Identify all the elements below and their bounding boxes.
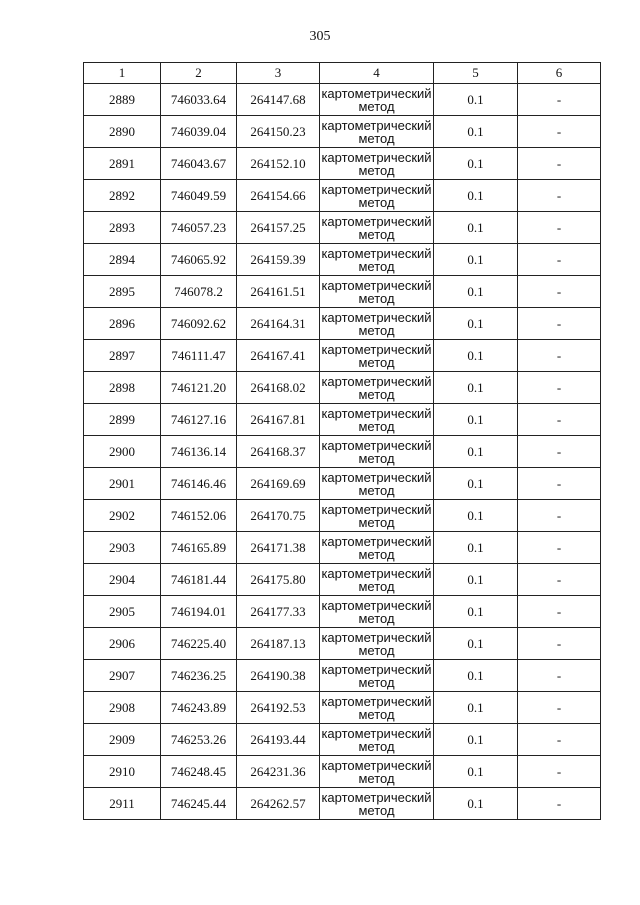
accuracy-cell: 0.1 (434, 340, 518, 372)
point-number-cell: 2899 (84, 404, 161, 436)
description-cell: - (518, 404, 601, 436)
point-number-cell: 2893 (84, 212, 161, 244)
accuracy-cell: 0.1 (434, 724, 518, 756)
method-line-1: картометрический (321, 565, 432, 581)
accuracy-cell: 0.1 (434, 596, 518, 628)
x-coordinate-cell: 746078.2 (161, 276, 237, 308)
point-number-cell: 2898 (84, 372, 161, 404)
y-coordinate-cell: 264175.80 (237, 564, 320, 596)
accuracy-cell: 0.1 (434, 244, 518, 276)
method-line-1: картометрический (321, 181, 432, 197)
y-coordinate-cell: 264157.25 (237, 212, 320, 244)
y-coordinate-cell: 264231.36 (237, 756, 320, 788)
method-cell (320, 532, 434, 564)
x-coordinate-cell: 746039.04 (161, 116, 237, 148)
point-number-cell: 2902 (84, 500, 161, 532)
accuracy-cell: 0.1 (434, 788, 518, 820)
x-coordinate-cell: 746049.59 (161, 180, 237, 212)
method-line-1: картометрический (321, 533, 432, 549)
table-row (84, 500, 601, 532)
y-coordinate-cell: 264161.51 (237, 276, 320, 308)
method-line-1: картометрический (321, 245, 432, 261)
method-cell (320, 436, 434, 468)
method-line-1: картометрический (321, 277, 432, 293)
x-coordinate-cell: 746165.89 (161, 532, 237, 564)
description-cell: - (518, 436, 601, 468)
method-line-2: метод (358, 162, 395, 178)
x-coordinate-cell: 746111.47 (161, 340, 237, 372)
y-coordinate-cell: 264177.33 (237, 596, 320, 628)
accuracy-cell: 0.1 (434, 564, 518, 596)
accuracy-cell: 0.1 (434, 180, 518, 212)
description-cell: - (518, 532, 601, 564)
y-coordinate-cell: 264167.81 (237, 404, 320, 436)
description-cell: - (518, 756, 601, 788)
accuracy-cell: 0.1 (434, 212, 518, 244)
point-number-cell: 2909 (84, 724, 161, 756)
x-coordinate-cell: 746127.16 (161, 404, 237, 436)
method-line-1: картометрический (321, 469, 432, 485)
method-line-1: картометрический (321, 597, 432, 613)
x-coordinate-cell: 746245.44 (161, 788, 237, 820)
description-cell: - (518, 692, 601, 724)
table-row (84, 660, 601, 692)
point-number-cell: 2896 (84, 308, 161, 340)
description-cell: - (518, 500, 601, 532)
method-line-2: метод (358, 482, 395, 498)
point-number-cell: 2889 (84, 84, 161, 116)
table-row (84, 212, 601, 244)
accuracy-cell: 0.1 (434, 756, 518, 788)
point-number-cell: 2910 (84, 756, 161, 788)
method-line-1: картометрический (321, 789, 432, 805)
table-body (84, 84, 601, 820)
x-coordinate-cell: 746043.67 (161, 148, 237, 180)
method-line-1: картометрический (321, 725, 432, 741)
description-cell: - (518, 116, 601, 148)
accuracy-cell: 0.1 (434, 500, 518, 532)
y-coordinate-cell: 264169.69 (237, 468, 320, 500)
point-number-cell: 2900 (84, 436, 161, 468)
description-cell: - (518, 84, 601, 116)
table-row (84, 372, 601, 404)
x-coordinate-cell: 746225.40 (161, 628, 237, 660)
method-line-2: метод (358, 514, 395, 530)
method-line-2: метод (358, 322, 395, 338)
method-cell (320, 404, 434, 436)
method-cell (320, 788, 434, 820)
method-line-2: метод (358, 98, 395, 114)
method-line-2: метод (358, 194, 395, 210)
point-number-cell: 2892 (84, 180, 161, 212)
y-coordinate-cell: 264170.75 (237, 500, 320, 532)
point-number-cell: 2905 (84, 596, 161, 628)
method-cell (320, 180, 434, 212)
accuracy-cell: 0.1 (434, 692, 518, 724)
table-row (84, 532, 601, 564)
y-coordinate-cell: 264152.10 (237, 148, 320, 180)
table-row (84, 692, 601, 724)
point-number-cell: 2904 (84, 564, 161, 596)
y-coordinate-cell: 264190.38 (237, 660, 320, 692)
x-coordinate-cell: 746033.64 (161, 84, 237, 116)
description-cell: - (518, 340, 601, 372)
method-cell (320, 500, 434, 532)
table-row (84, 148, 601, 180)
table-row (84, 276, 601, 308)
table-row (84, 628, 601, 660)
table-row (84, 116, 601, 148)
y-coordinate-cell: 264147.68 (237, 84, 320, 116)
table-row (84, 468, 601, 500)
description-cell: - (518, 564, 601, 596)
column-header: 1 (84, 63, 161, 84)
y-coordinate-cell: 264168.02 (237, 372, 320, 404)
y-coordinate-cell: 264154.66 (237, 180, 320, 212)
accuracy-cell: 0.1 (434, 372, 518, 404)
method-cell (320, 468, 434, 500)
method-line-1: картометрический (321, 149, 432, 165)
description-cell: - (518, 148, 601, 180)
y-coordinate-cell: 264193.44 (237, 724, 320, 756)
y-coordinate-cell: 264171.38 (237, 532, 320, 564)
x-coordinate-cell: 746243.89 (161, 692, 237, 724)
description-cell: - (518, 308, 601, 340)
table-row (84, 564, 601, 596)
method-line-2: метод (358, 674, 395, 690)
method-line-2: метод (358, 450, 395, 466)
method-line-1: картометрический (321, 117, 432, 133)
description-cell: - (518, 372, 601, 404)
point-number-cell: 2906 (84, 628, 161, 660)
method-line-1: картометрический (321, 213, 432, 229)
method-cell (320, 724, 434, 756)
accuracy-cell: 0.1 (434, 532, 518, 564)
method-line-1: картометрический (321, 373, 432, 389)
description-cell: - (518, 660, 601, 692)
x-coordinate-cell: 746194.01 (161, 596, 237, 628)
method-cell (320, 660, 434, 692)
x-coordinate-cell: 746152.06 (161, 500, 237, 532)
y-coordinate-cell: 264187.13 (237, 628, 320, 660)
description-cell: - (518, 596, 601, 628)
method-line-1: картометрический (321, 405, 432, 421)
method-line-2: метод (358, 738, 395, 754)
point-number-cell: 2903 (84, 532, 161, 564)
method-line-2: метод (358, 546, 395, 562)
x-coordinate-cell: 746136.14 (161, 436, 237, 468)
x-coordinate-cell: 746181.44 (161, 564, 237, 596)
point-number-cell: 2894 (84, 244, 161, 276)
method-line-1: картометрический (321, 757, 432, 773)
table-row (84, 756, 601, 788)
method-line-2: метод (358, 290, 395, 306)
table-row (84, 596, 601, 628)
point-number-cell: 2890 (84, 116, 161, 148)
description-cell: - (518, 276, 601, 308)
method-line-2: метод (358, 770, 395, 786)
y-coordinate-cell: 264159.39 (237, 244, 320, 276)
point-number-cell: 2908 (84, 692, 161, 724)
y-coordinate-cell: 264192.53 (237, 692, 320, 724)
method-cell (320, 564, 434, 596)
point-number-cell: 2891 (84, 148, 161, 180)
accuracy-cell: 0.1 (434, 436, 518, 468)
method-line-1: картометрический (321, 661, 432, 677)
x-coordinate-cell: 746253.26 (161, 724, 237, 756)
method-line-1: картометрический (321, 629, 432, 645)
method-line-2: метод (358, 578, 395, 594)
accuracy-cell: 0.1 (434, 308, 518, 340)
table-row (84, 244, 601, 276)
method-line-2: метод (358, 354, 395, 370)
y-coordinate-cell: 264168.37 (237, 436, 320, 468)
method-line-2: метод (358, 802, 395, 818)
table-header-row (84, 63, 601, 84)
method-line-1: картометрический (321, 309, 432, 325)
method-cell (320, 212, 434, 244)
accuracy-cell: 0.1 (434, 116, 518, 148)
table-row (84, 340, 601, 372)
table-row (84, 84, 601, 116)
accuracy-cell: 0.1 (434, 84, 518, 116)
method-line-1: картометрический (321, 693, 432, 709)
method-line-1: картометрический (321, 341, 432, 357)
method-cell (320, 148, 434, 180)
coordinates-table (83, 62, 601, 820)
method-line-1: картометрический (321, 501, 432, 517)
accuracy-cell: 0.1 (434, 276, 518, 308)
point-number-cell: 2911 (84, 788, 161, 820)
method-cell (320, 116, 434, 148)
method-cell (320, 628, 434, 660)
method-cell (320, 372, 434, 404)
method-line-2: метод (358, 418, 395, 434)
accuracy-cell: 0.1 (434, 148, 518, 180)
method-line-1: картометрический (321, 85, 432, 101)
x-coordinate-cell: 746248.45 (161, 756, 237, 788)
method-cell (320, 596, 434, 628)
x-coordinate-cell: 746121.20 (161, 372, 237, 404)
description-cell: - (518, 244, 601, 276)
accuracy-cell: 0.1 (434, 660, 518, 692)
accuracy-cell: 0.1 (434, 468, 518, 500)
method-cell (320, 756, 434, 788)
point-number-cell: 2895 (84, 276, 161, 308)
description-cell: - (518, 180, 601, 212)
method-cell (320, 84, 434, 116)
method-line-2: метод (358, 386, 395, 402)
point-number-cell: 2897 (84, 340, 161, 372)
table-row (84, 308, 601, 340)
method-line-2: метод (358, 226, 395, 242)
table-row (84, 404, 601, 436)
page-number: 305 (309, 29, 331, 44)
column-header: 4 (320, 63, 434, 84)
accuracy-cell: 0.1 (434, 404, 518, 436)
description-cell: - (518, 724, 601, 756)
description-cell: - (518, 788, 601, 820)
y-coordinate-cell: 264150.23 (237, 116, 320, 148)
y-coordinate-cell: 264262.57 (237, 788, 320, 820)
column-header: 6 (518, 63, 601, 84)
method-cell (320, 244, 434, 276)
column-header: 3 (237, 63, 320, 84)
y-coordinate-cell: 264167.41 (237, 340, 320, 372)
description-cell: - (518, 628, 601, 660)
x-coordinate-cell: 746146.46 (161, 468, 237, 500)
column-header: 2 (161, 63, 237, 84)
x-coordinate-cell: 746065.92 (161, 244, 237, 276)
method-line-2: метод (358, 706, 395, 722)
table-row (84, 436, 601, 468)
method-cell (320, 340, 434, 372)
method-line-2: метод (358, 130, 395, 146)
table-row (84, 724, 601, 756)
description-cell: - (518, 212, 601, 244)
description-cell: - (518, 468, 601, 500)
method-line-2: метод (358, 642, 395, 658)
method-cell (320, 692, 434, 724)
y-coordinate-cell: 264164.31 (237, 308, 320, 340)
point-number-cell: 2901 (84, 468, 161, 500)
x-coordinate-cell: 746057.23 (161, 212, 237, 244)
table-row (84, 180, 601, 212)
point-number-cell: 2907 (84, 660, 161, 692)
method-cell (320, 308, 434, 340)
x-coordinate-cell: 746236.25 (161, 660, 237, 692)
table-row (84, 788, 601, 820)
method-line-1: картометрический (321, 437, 432, 453)
x-coordinate-cell: 746092.62 (161, 308, 237, 340)
method-line-2: метод (358, 258, 395, 274)
accuracy-cell: 0.1 (434, 628, 518, 660)
method-cell (320, 276, 434, 308)
method-line-2: метод (358, 610, 395, 626)
column-header: 5 (434, 63, 518, 84)
